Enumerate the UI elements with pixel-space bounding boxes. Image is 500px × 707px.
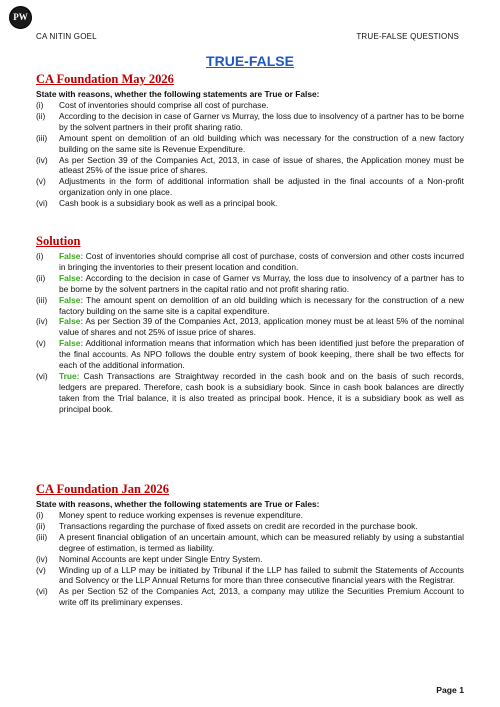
jan-2026-section <box>36 482 464 608</box>
question-item <box>36 510 464 521</box>
item-number: (iii) <box>36 531 48 542</box>
item-number: (ii) <box>36 272 46 283</box>
section-heading-may: CA Foundation May 2026 <box>36 72 174 86</box>
item-number: (v) <box>36 564 46 575</box>
answer-verdict: False: <box>59 294 84 305</box>
item-number: (v) <box>36 338 46 349</box>
question-item <box>36 133 464 155</box>
answer-item <box>36 295 464 317</box>
item-number: (iv) <box>36 316 48 327</box>
question-item <box>36 111 464 133</box>
item-number: (vi) <box>36 370 48 381</box>
item-number: (iv) <box>36 154 48 165</box>
may-2026-section <box>36 72 464 209</box>
answer-item <box>36 251 464 273</box>
answer-verdict: False: <box>59 272 84 283</box>
header-topic: TRUE-FALSE QUESTIONS <box>356 32 459 41</box>
section-heading-jan: CA Foundation Jan 2026 <box>36 482 170 496</box>
item-number: (ii) <box>36 520 46 531</box>
item-number: (ii) <box>36 110 46 121</box>
item-number: (iii) <box>36 132 48 143</box>
answer-text: According to the decision in case of Garner vs Murray, the loss due to insolvency of a partner has to be borne by the solvent partners in the capital ratio and not profit sharing ratio. <box>59 272 464 294</box>
item-text: According to the decision in case of Garner vs Murray, the loss due to insolvency of a partner has to be borne by the solvent partners in their profit sharing ratio. <box>59 110 464 132</box>
question-item <box>36 198 464 209</box>
item-number: (iv) <box>36 553 48 564</box>
page-title: TRUE-FALSE <box>206 53 294 69</box>
question-item <box>36 565 464 587</box>
question-item <box>36 155 464 177</box>
question-item <box>36 586 464 608</box>
item-text: Cash book is a subsidiary book as well as a principal book. <box>59 198 278 209</box>
answer-text: Cash Transactions are Straightway recorded in the cash book and on the basis of such records, ledgers are prepared. Therefore, cash book is a subsidiary book. Since in cash book balances are directly taken from the Trial balance, it is also treated as principal book. Hence, it is a subsidiary book as well as principal book. <box>59 370 464 414</box>
item-text: Adjustments in the form of additional information shall be adjusted in the final accounts of a Non-profit organization only in one place. <box>59 176 464 198</box>
answer-text: As per Section 39 of the Companies Act, 2013, application money must be at least 5% of the nominal value of shares and not 25% of issue price of shares. <box>59 316 464 338</box>
page-number: Page 1 <box>436 685 464 695</box>
item-text: Nominal Accounts are kept under Single Entry System. <box>59 553 263 564</box>
answer-text: Additional information means that information which has been identified just before the preparation of the final accounts. As NPO follows the double entry system of book keeping, there shall be two effects for each of the additional information. <box>59 338 464 371</box>
header-author: CA NITIN GOEL <box>36 32 97 41</box>
answer-item <box>36 338 464 371</box>
answer-verdict: False: <box>59 251 84 261</box>
item-number: (i) <box>36 510 44 520</box>
item-text: As per Section 39 of the Companies Act, 2013, in case of issue of shares, the Application money must be atleast 25% of the issue price of shares. <box>59 154 464 176</box>
item-text: As per Section 52 of the Companies Act, 2013, a company may utilize the Securities Premium Account to write off its preliminary expenses. <box>59 586 464 608</box>
item-number: (v) <box>36 176 46 187</box>
solution-section <box>36 234 464 415</box>
answer-item <box>36 273 464 295</box>
item-number: (i) <box>36 100 44 110</box>
question-item <box>36 521 464 532</box>
question-item <box>36 554 464 565</box>
section-heading-solution: Solution <box>36 234 81 248</box>
item-number: (vi) <box>36 198 48 209</box>
pw-logo <box>9 6 32 29</box>
instruction-jan: State with reasons, whether the following statements are True or Fales: <box>36 499 320 509</box>
answer-verdict: True: <box>59 370 80 381</box>
question-item <box>36 532 464 554</box>
item-number: (i) <box>36 251 44 261</box>
answer-verdict: False: <box>59 316 84 327</box>
question-item <box>36 100 464 111</box>
question-item <box>36 176 464 198</box>
item-text: Money spent to reduce working expenses is revenue expenditure. <box>59 510 303 520</box>
answer-item <box>36 371 464 415</box>
answer-verdict: False: <box>59 338 84 349</box>
item-number: (vi) <box>36 586 48 597</box>
logo-text: PW <box>13 12 28 22</box>
item-text: A present financial obligation of an uncertain amount, which can be measured reliably by using a substantial degree of estimation, is termed as liability. <box>59 531 464 553</box>
item-text: Cost of inventories should comprise all cost of purchase. <box>59 100 269 110</box>
item-text: Amount spent on demolition of an old building which was necessary for the construction of a new factory building on the same site is Revenue Expenditure. <box>59 132 464 154</box>
answer-item <box>36 316 464 338</box>
instruction-may: State with reasons, whether the following statements are True or False: <box>36 89 320 99</box>
item-text: Winding up of a LLP may be initiated by Tribunal if the LLP has failed to submit the Statements of Accounts and Solvency or the LLP Annual Returns for more than three consecutive financial years with the Registrar. <box>59 564 464 586</box>
item-number: (iii) <box>36 294 48 305</box>
answer-text: The amount spent on demolition of an old building which is necessary for the construction of a new factory building on the same site is a capital expenditure. <box>59 294 464 316</box>
answer-text: Cost of inventories should comprise all cost of purchase, costs of conversion and other costs incurred in bringing the inventories to their present location and condition. <box>59 251 465 272</box>
item-text: Transactions regarding the purchase of fixed assets on credit are recorded in the purchase book. <box>59 520 418 531</box>
